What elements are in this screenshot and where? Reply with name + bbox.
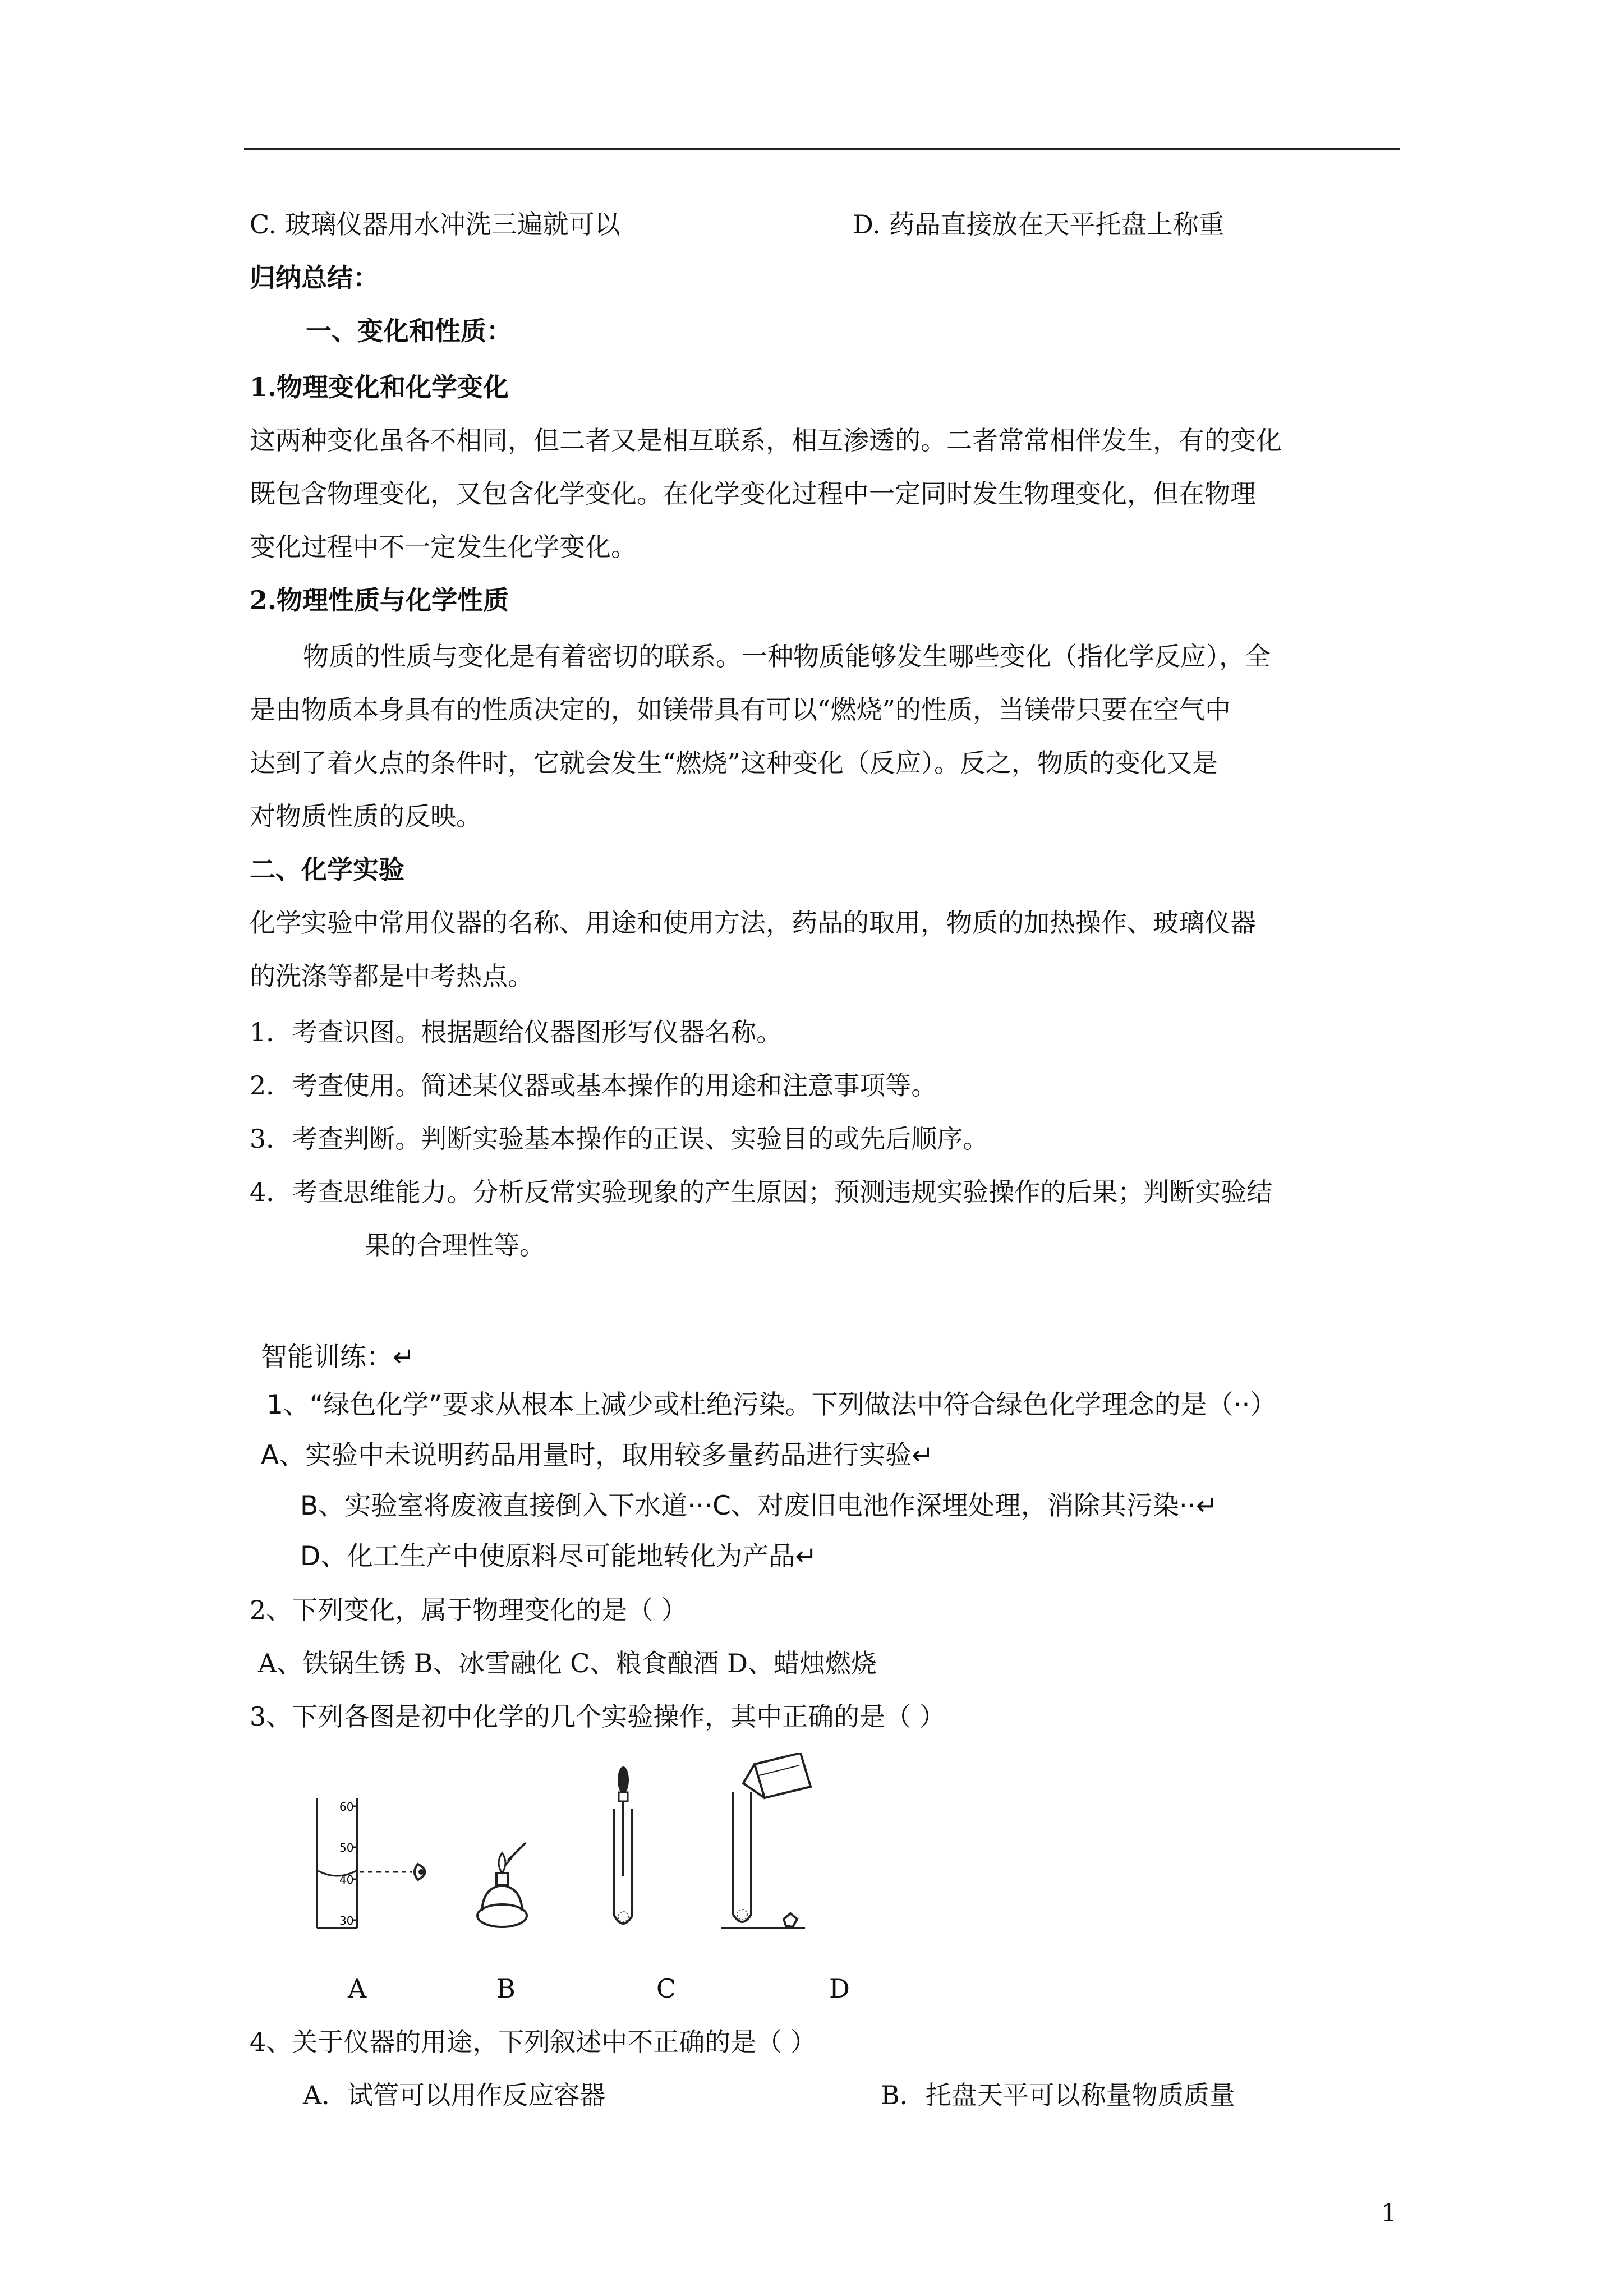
svg-text:40: 40 — [339, 1873, 354, 1887]
section-2-heading: 二、化学实验 — [250, 854, 404, 885]
paragraph-2-line: 是由物质本身具有的性质决定的，如镁带具有可以“燃烧”的性质，当镁带只要在空气中 — [250, 694, 1231, 725]
figure-label-c: C — [656, 1973, 677, 2004]
paragraph-3-line: 的洗涤等都是中考热点。 — [250, 961, 533, 991]
summary-heading: 归纳总结： — [250, 263, 379, 293]
option-c-line: C. 玻璃仪器用水冲洗三遍就可以 — [250, 209, 620, 240]
question-4-option-b: B．托盘天平可以称量物质质量 — [881, 2080, 1235, 2110]
question-1-option-a: A、实验中未说明药品用量时，取用较多量药品进行实验↵ — [261, 1440, 934, 1471]
question-1: 1、“绿色化学”要求从根本上减少或杜绝污染。下列做法中符合绿色化学理念的是（··） — [266, 1389, 1277, 1420]
figure-label-b: B — [496, 1973, 516, 2004]
paragraph-1-line: 变化过程中不一定发生化学变化。 — [250, 532, 637, 562]
paragraph-3-line: 化学实验中常用仪器的名称、用途和使用方法，药品的取用，物质的加热操作、玻璃仪器 — [250, 908, 1256, 938]
list-item: 2．考查使用。简述某仪器或基本操作的用途和注意事项等。 — [250, 1070, 937, 1101]
paragraph-2-line: 对物质性质的反映。 — [250, 801, 482, 831]
subheading-2: 2.物理性质与化学性质 — [250, 585, 509, 615]
option-d-line: D. 药品直接放在天平托盘上称重 — [853, 209, 1225, 240]
header-rule — [244, 148, 1400, 150]
svg-text:60: 60 — [339, 1800, 354, 1814]
test-tube-with-dropper-icon — [614, 1766, 632, 1924]
question-2: 2、下列变化，属于物理变化的是（ ） — [250, 1595, 687, 1625]
alcohol-lamp-icon — [477, 1843, 527, 1927]
test-tube-pouring-icon — [721, 1753, 811, 1928]
paragraph-2-line: 物质的性质与变化是有着密切的联系。一种物质能够发生哪些变化（指化学反应），全 — [303, 641, 1271, 671]
graduated-cylinder-icon — [317, 1798, 425, 1928]
training-heading: 智能训练：↵ — [261, 1342, 415, 1373]
question-2-options: A、铁锅生锈 B、冰雪融化 C、粮食酿酒 D、蜡烛燃烧 — [258, 1648, 877, 1678]
paragraph-1-line: 这两种变化虽各不相同，但二者又是相互联系，相互渗透的。二者常常相伴发生，有的变化 — [250, 425, 1282, 455]
list-item: 4．考查思维能力。分析反常实验现象的产生原因；预测违规实验操作的后果；判断实验结 — [250, 1177, 1273, 1207]
question-3: 3、下列各图是初中化学的几个实验操作，其中正确的是（ ） — [250, 1701, 945, 1732]
lab-operations-figure — [311, 1753, 839, 1938]
question-1-options-bc: B、实验室将废液直接倒入下水道···C、对废旧电池作深埋处理，消除其污染··↵ — [300, 1490, 1218, 1521]
paragraph-2-line: 达到了着火点的条件时，它就会发生“燃烧”这种变化（反应）。反之，物质的变化又是 — [250, 748, 1218, 778]
section-1-heading: 一、变化和性质： — [306, 316, 512, 346]
list-item-continuation: 果的合理性等。 — [365, 1230, 545, 1260]
list-item: 1．考查识图。根据题给仪器图形写仪器名称。 — [250, 1017, 783, 1047]
question-4: 4、关于仪器的用途，下列叙述中不正确的是（ ） — [250, 2027, 816, 2057]
figure-label-d: D — [829, 1973, 850, 2004]
question-4-option-a: A．试管可以用作反应容器 — [303, 2080, 606, 2110]
list-item: 3．考查判断。判断实验基本操作的正误、实验目的或先后顺序。 — [250, 1124, 989, 1154]
question-1-option-d: D、化工生产中使原料尽可能地转化为产品↵ — [300, 1541, 817, 1572]
svg-text:30: 30 — [339, 1914, 354, 1927]
page-number: 1 — [1381, 2199, 1397, 2228]
figure-label-a: A — [348, 1973, 367, 2004]
svg-text:50: 50 — [339, 1841, 354, 1855]
subheading-1: 1.物理变化和化学变化 — [250, 372, 509, 402]
paragraph-1-line: 既包含物理变化，又包含化学变化。在化学变化过程中一定同时发生物理变化，但在物理 — [250, 478, 1256, 509]
